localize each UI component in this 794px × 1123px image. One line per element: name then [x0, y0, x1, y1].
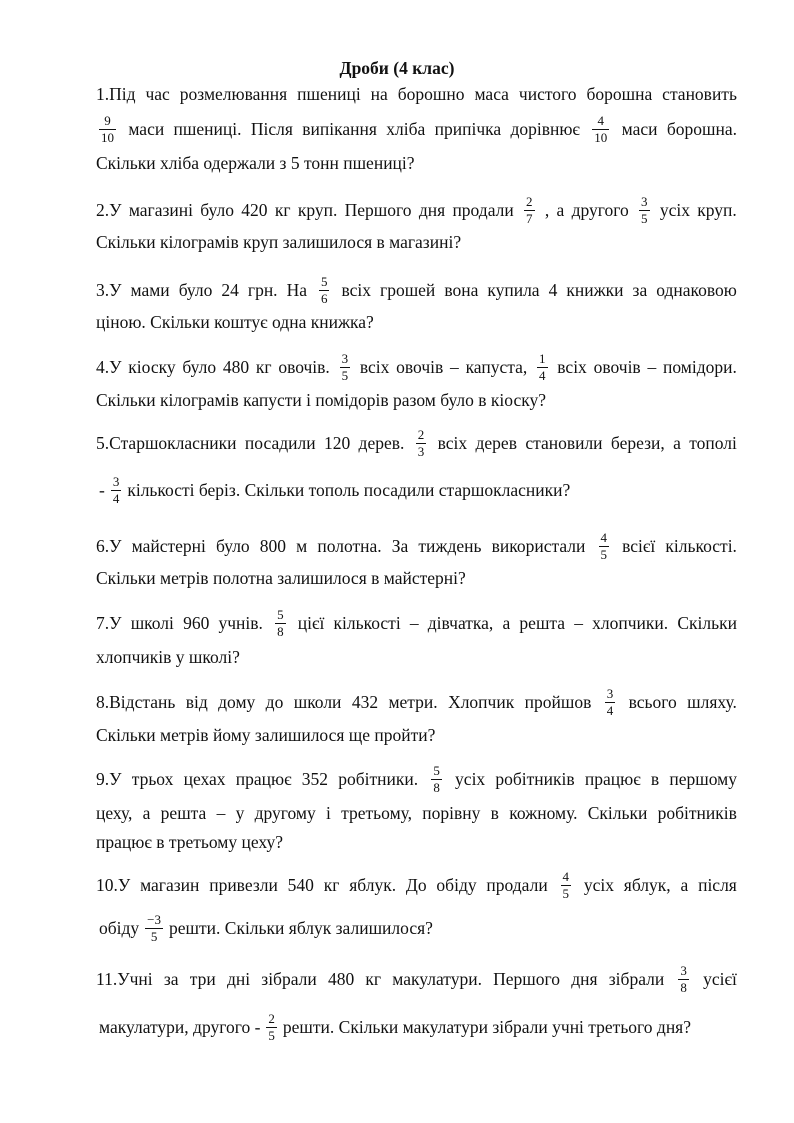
line-text: макулатури, другого - [99, 1017, 261, 1037]
fraction-denominator: 4 [112, 490, 120, 506]
word: тиждень [418, 536, 482, 556]
word: За [391, 536, 409, 556]
fraction-denominator: 3 [417, 443, 425, 459]
fraction-denominator: 10 [101, 129, 114, 145]
problem-line [96, 273, 737, 306]
word: працює [584, 769, 641, 789]
problem-line [96, 193, 737, 226]
fraction-denominator: 8 [277, 623, 284, 639]
word: учнів. [218, 613, 263, 633]
word: привезли [209, 875, 278, 895]
fraction-numerator: 4 [600, 529, 608, 545]
fraction-denominator: 5 [341, 367, 349, 383]
word: овочів [593, 357, 641, 377]
word: Першого [493, 969, 561, 989]
fraction-denominator: 5 [268, 1027, 275, 1043]
fraction-denominator: 10 [594, 129, 608, 145]
word: 352 [301, 769, 329, 789]
fraction [561, 870, 572, 901]
fraction-denominator: 7 [526, 210, 533, 226]
word: пройшов [524, 692, 592, 712]
fraction-denominator: 5 [150, 928, 158, 944]
word: – [647, 357, 657, 377]
fraction-numerator: 3 [112, 473, 120, 489]
word: всієї [622, 536, 656, 556]
word: 9.У [96, 769, 122, 789]
word: 3.У [96, 280, 122, 300]
word: кг [323, 875, 340, 895]
word: решта [519, 613, 566, 633]
word: у [235, 803, 245, 823]
word: овочів. [278, 357, 330, 377]
word: третьому, [341, 803, 413, 823]
fraction-numerator: 2 [417, 426, 425, 442]
word: усієї [703, 969, 737, 989]
fraction [111, 475, 122, 506]
problem-line [96, 567, 737, 589]
fraction-numerator: 3 [641, 193, 648, 209]
fraction [145, 913, 163, 944]
word: магазині [128, 200, 193, 220]
word: На [286, 280, 307, 300]
fraction-numerator: 2 [268, 1010, 275, 1026]
word: а [142, 803, 151, 823]
word: метри. [388, 692, 438, 712]
word: становить [662, 84, 737, 104]
word: капуста, [465, 357, 528, 377]
word: борошна [586, 84, 653, 104]
word: за [632, 280, 648, 300]
fraction [99, 114, 116, 145]
word: цієї [297, 613, 325, 633]
problem-line [96, 831, 737, 853]
page-title: Дроби (4 клас) [339, 58, 455, 78]
word: кг [365, 969, 382, 989]
word: – [574, 613, 583, 633]
word: усіх [455, 769, 486, 789]
word: Скільки [677, 613, 737, 633]
line-text: кількості беріз. Скільки тополь посадили старшокласники? [127, 480, 571, 500]
problem-line [96, 1010, 737, 1043]
word: , [544, 200, 550, 220]
fraction-denominator: 6 [320, 290, 328, 306]
word: цехах [183, 769, 226, 789]
word: припічка [434, 119, 502, 139]
word: 420 [241, 200, 268, 220]
problem-line [96, 685, 737, 718]
word: всього [628, 692, 677, 712]
word: становили [525, 433, 603, 453]
word: всіх [341, 280, 372, 300]
line-text: Скільки метрів йому залишилося ще пройти? [96, 725, 436, 745]
word: 6.У [96, 536, 122, 556]
word: берези, [610, 433, 665, 453]
fraction-numerator: 4 [597, 112, 605, 128]
word: маса [474, 84, 509, 104]
fraction-denominator: 5 [641, 210, 648, 226]
word: було [215, 536, 250, 556]
word: обіду [436, 875, 477, 895]
word: усіх [583, 875, 614, 895]
word: і [326, 803, 331, 823]
word: кг [255, 357, 272, 377]
fraction [340, 352, 351, 383]
word: яблук, [623, 875, 671, 895]
fraction [266, 1012, 277, 1043]
word: маси [621, 119, 658, 139]
word: круп. [297, 200, 338, 220]
word: посадили [244, 433, 316, 453]
word: дня [571, 969, 598, 989]
word: розмелювання [179, 84, 288, 104]
word: продали [486, 875, 548, 895]
word: 24 [221, 280, 239, 300]
word: 960 [183, 613, 210, 633]
line-text: Скільки кілограмів круп залишилося в магазині? [96, 232, 462, 252]
word: кількості. [665, 536, 737, 556]
word: всіх [437, 433, 468, 453]
line-text: ціною. Скільки коштує одна книжка? [96, 312, 374, 332]
word: грн. [247, 280, 278, 300]
line-text: працює в третьому цеху? [96, 832, 283, 852]
word: 8.Відстань [96, 692, 176, 712]
problem-line [96, 426, 737, 459]
word: Хлопчик [448, 692, 515, 712]
word: шляху. [687, 692, 737, 712]
fraction-denominator: 8 [433, 779, 440, 795]
word: 5.Старшокласники [96, 433, 237, 453]
word: дому [218, 692, 256, 712]
word: До [405, 875, 427, 895]
word: другому [254, 803, 316, 823]
problem-line [96, 389, 737, 411]
word: а [673, 433, 681, 453]
problem-line [96, 311, 737, 333]
word: грошей [380, 280, 436, 300]
fraction-numerator: 3 [341, 350, 349, 366]
word: Після [250, 119, 293, 139]
word: в [650, 769, 660, 789]
word: другого [571, 200, 629, 220]
word: кіоску [128, 357, 176, 377]
word: – [450, 357, 459, 377]
word: випікання [302, 119, 377, 139]
word: зібрали [261, 969, 317, 989]
word: трьох [131, 769, 174, 789]
problem-line [96, 962, 737, 995]
fraction-numerator: −3 [147, 911, 162, 927]
line-text: хлопчиків у школі? [96, 647, 240, 667]
word: 4.У [96, 357, 122, 377]
fraction [639, 195, 650, 226]
word: три [189, 969, 216, 989]
word: чистого [518, 84, 577, 104]
fraction-numerator: 5 [277, 606, 284, 622]
word: майстерні [131, 536, 206, 556]
word: книжки [566, 280, 624, 300]
word: кількості [333, 613, 401, 633]
fraction-denominator: 5 [600, 546, 608, 562]
problem-line [96, 231, 737, 253]
word: в [490, 803, 499, 823]
problem-line [96, 646, 737, 668]
word: дні [226, 969, 251, 989]
word: маси [128, 119, 165, 139]
word: кожному. [509, 803, 578, 823]
word: а [680, 875, 689, 895]
fraction [319, 275, 330, 306]
word: працює [235, 769, 292, 789]
line-text: решти. Скільки яблук залишилося? [169, 918, 433, 938]
problem-line [96, 606, 737, 639]
word: 800 [259, 536, 287, 556]
fraction-numerator: 1 [539, 350, 546, 366]
fraction [431, 764, 442, 795]
line-text: решти. Скільки макулатури зібрали учні третього дня? [282, 1017, 692, 1037]
word: решта [160, 803, 207, 823]
word: 4 [548, 280, 558, 300]
fraction-numerator: 5 [320, 273, 328, 289]
word: однаковою [656, 280, 737, 300]
word: було [182, 357, 217, 377]
word: від [185, 692, 208, 712]
word: кг [274, 200, 291, 220]
word: школі [130, 613, 174, 633]
word: магазин [140, 875, 200, 895]
word: час [145, 84, 170, 104]
fraction-denominator: 8 [680, 979, 687, 995]
word: а [502, 613, 511, 633]
word: 2.У [96, 200, 122, 220]
word: м [296, 536, 308, 556]
word: дівчатка, [427, 613, 494, 633]
fraction-denominator: 5 [562, 885, 570, 901]
fraction-numerator: 9 [104, 112, 111, 128]
fraction-numerator: 5 [433, 762, 440, 778]
fraction-denominator: 4 [539, 367, 546, 383]
word: помідори. [662, 357, 737, 377]
word: пшениці [297, 84, 361, 104]
word: 11.Учні [96, 969, 153, 989]
word: хліба [386, 119, 426, 139]
problem-line [96, 911, 737, 944]
word: використали [491, 536, 586, 556]
line-text: Скільки кілограмів капусти і помідорів разом було в кіоску? [96, 390, 547, 410]
fraction-numerator: 3 [680, 962, 687, 978]
fraction-numerator: 2 [526, 193, 533, 209]
word: Першого [344, 200, 412, 220]
problem-line [96, 350, 737, 383]
word: макулатури. [392, 969, 482, 989]
word: було [200, 200, 234, 220]
line-text: - [99, 480, 105, 500]
fraction [605, 687, 616, 718]
word: до [265, 692, 284, 712]
word: робітники. [338, 769, 419, 789]
problem-line [96, 802, 737, 824]
problem-line [96, 529, 737, 562]
problem-line [96, 473, 737, 506]
fraction [599, 531, 610, 562]
word: а [556, 200, 565, 220]
word: усіх [659, 200, 690, 220]
fraction [524, 195, 535, 226]
word: 10.У [96, 875, 131, 895]
line-text: Скільки хліба одержали з 5 тонн пшениці? [96, 153, 415, 173]
word: борошно [397, 84, 465, 104]
word: зібрали [608, 969, 665, 989]
word: дерев [475, 433, 517, 453]
word: дня [418, 200, 446, 220]
word: 7.У [96, 613, 122, 633]
fraction [592, 114, 609, 145]
problem-line [96, 762, 737, 795]
word: на [370, 84, 388, 104]
word: Скільки [587, 803, 648, 823]
fraction-numerator: 4 [562, 868, 570, 884]
word: всіх [359, 357, 390, 377]
word: круп. [697, 200, 737, 220]
fraction [416, 428, 427, 459]
word: школи [293, 692, 342, 712]
word: робітників [495, 769, 575, 789]
word: борошна. [666, 119, 737, 139]
word: першому [669, 769, 737, 789]
word: дорівнює [510, 119, 580, 139]
word: – [409, 613, 419, 633]
word: хлопчики. [592, 613, 669, 633]
word: купила [487, 280, 540, 300]
problem-line [96, 724, 737, 746]
word: полотна. [317, 536, 382, 556]
problem-line [96, 83, 737, 105]
word: яблук. [349, 875, 397, 895]
word: вона [444, 280, 479, 300]
word: овочів [396, 357, 444, 377]
word: 480 [222, 357, 250, 377]
word: 432 [351, 692, 379, 712]
fraction [275, 608, 286, 639]
word: пшениці. [173, 119, 242, 139]
word: продали [452, 200, 514, 220]
word: мами [130, 280, 170, 300]
problem-line [96, 152, 737, 174]
line-text: обіду [99, 918, 140, 938]
word: тополі [689, 433, 737, 453]
word: за [163, 969, 179, 989]
word: цеху, [96, 803, 133, 823]
word: всіх [557, 357, 587, 377]
word: після [698, 875, 737, 895]
word: 540 [287, 875, 314, 895]
word: – [216, 803, 226, 823]
word: дерев. [358, 433, 405, 453]
word: 1.Під [96, 84, 136, 104]
word: робітників [657, 803, 737, 823]
problem-line [96, 868, 737, 901]
word: було [178, 280, 213, 300]
problem-line [96, 112, 737, 145]
word: порівну [422, 803, 481, 823]
fraction-numerator: 3 [606, 685, 614, 701]
fraction-denominator: 4 [606, 702, 614, 718]
fraction [537, 352, 548, 383]
line-text: Скільки метрів полотна залишилося в майстерні? [96, 568, 466, 588]
fraction [678, 964, 689, 995]
word: 120 [323, 433, 351, 453]
word: 480 [327, 969, 355, 989]
